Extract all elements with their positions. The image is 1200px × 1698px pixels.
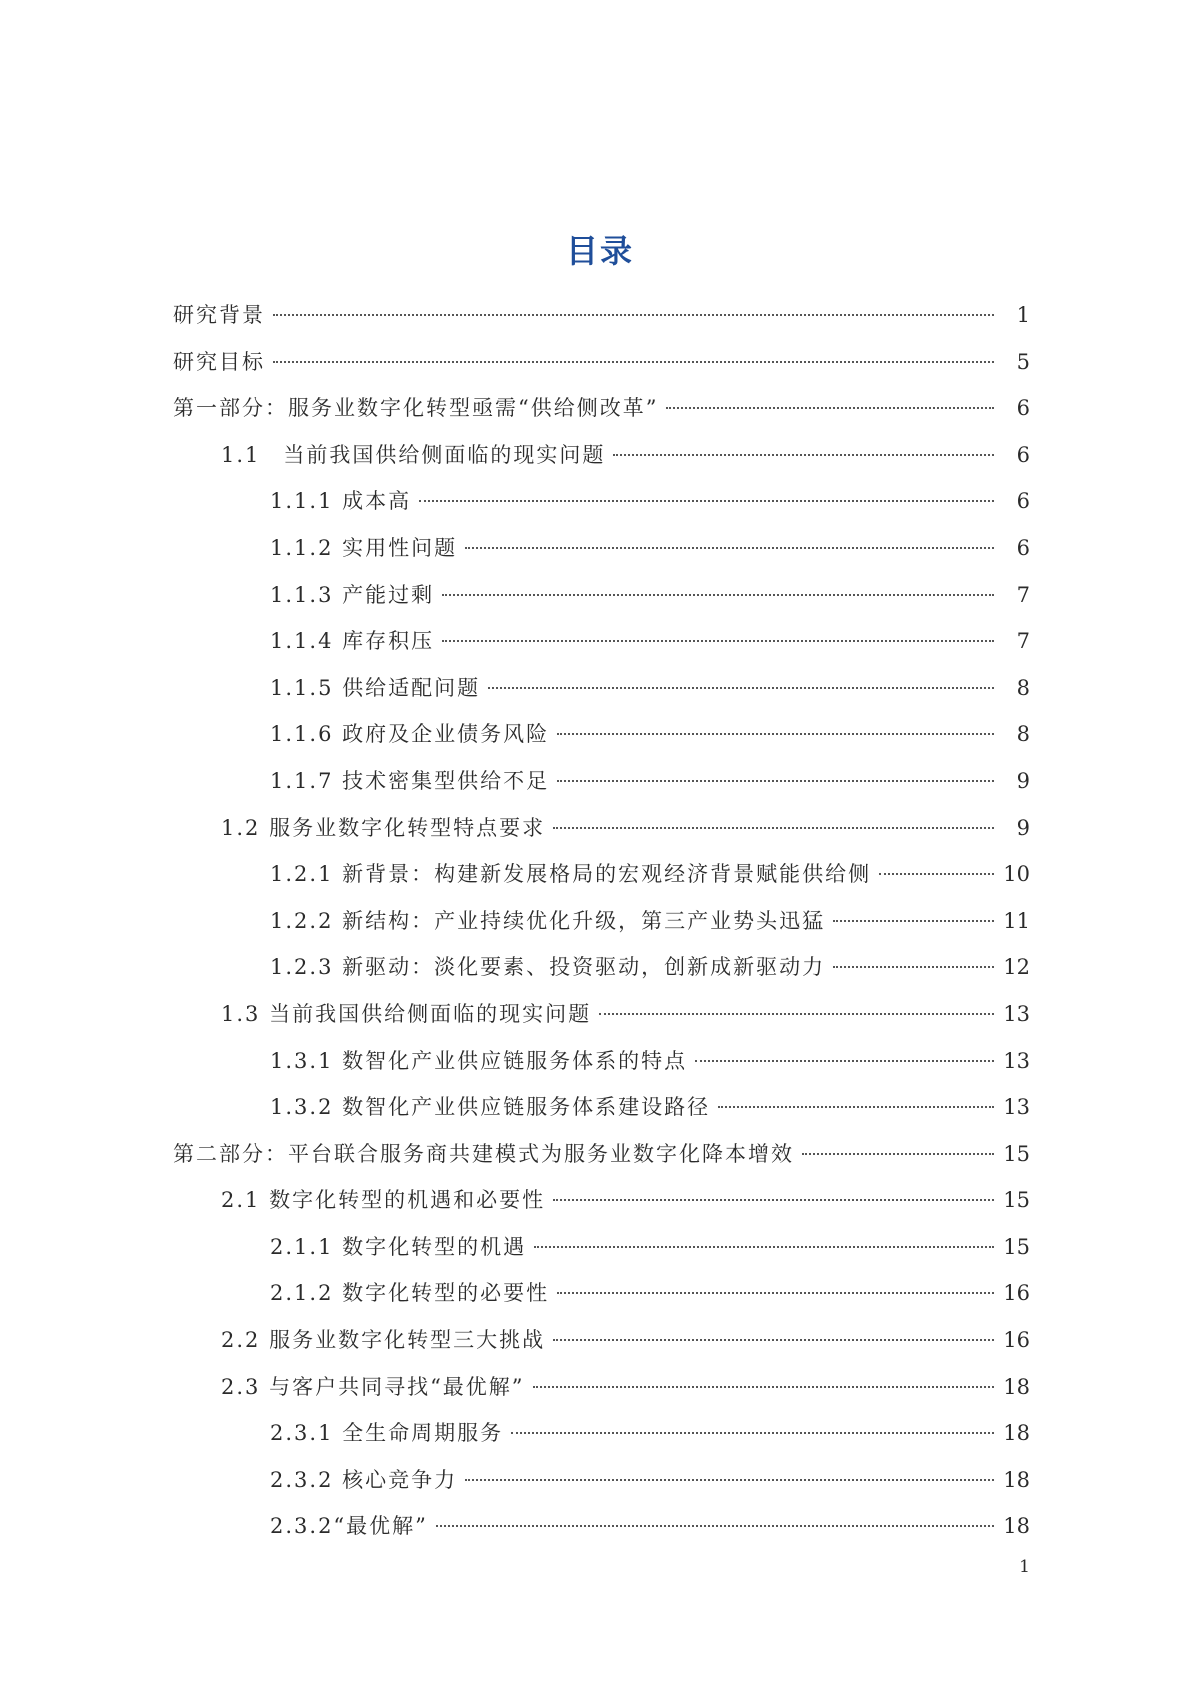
toc-entry[interactable] [173, 898, 1030, 945]
toc-dot-leader [533, 1386, 994, 1388]
toc-dot-leader [273, 361, 994, 363]
toc-entry-page: 9 [1016, 815, 1030, 840]
toc-entry[interactable] [173, 385, 1030, 432]
toc-entry-title: 1.3 当前我国供给侧面临的现实问题 [221, 1001, 592, 1026]
toc-entry[interactable] [173, 711, 1030, 758]
toc-entry-title: 第一部分：服务业数字化转型亟需“供给侧改革” [173, 396, 659, 421]
toc-entry-page: 7 [1016, 582, 1030, 607]
toc-dot-leader [553, 1339, 994, 1341]
toc-entry-title: 1.1.2 实用性问题 [270, 535, 458, 560]
toc-entry-page: 9 [1016, 768, 1030, 793]
toc-entry[interactable] [173, 572, 1030, 619]
toc-entry[interactable] [173, 758, 1030, 805]
toc-entry-title: 1.1 当前我国供给侧面临的现实问题 [221, 442, 606, 467]
toc-entry[interactable] [173, 1317, 1030, 1364]
toc-entry-title: 2.3.1 全生命周期服务 [270, 1421, 504, 1446]
toc-dot-leader [553, 827, 994, 829]
toc-entry[interactable] [173, 1131, 1030, 1178]
toc-dot-leader [553, 1199, 994, 1201]
toc-entry-title: 2.3.2 核心竞争力 [270, 1467, 458, 1492]
toc-entry-page: 13 [1003, 1048, 1030, 1073]
toc-entry-title: 2.1.2 数字化转型的必要性 [270, 1281, 550, 1306]
toc-entry[interactable] [173, 1177, 1030, 1224]
toc-entry-title: 2.1 数字化转型的机遇和必要性 [221, 1188, 546, 1213]
toc-entry-page: 10 [1003, 862, 1030, 887]
toc-entry[interactable] [173, 1364, 1030, 1411]
toc-dot-leader [695, 1060, 994, 1062]
toc-dot-leader [465, 547, 994, 549]
toc-dot-leader [436, 1525, 994, 1527]
toc-entry-title: 1.1.7 技术密集型供给不足 [270, 768, 550, 793]
toc-dot-leader [442, 640, 994, 642]
toc-dot-leader [666, 407, 994, 409]
toc-entry[interactable] [173, 1503, 1030, 1550]
toc-entry-page: 12 [1003, 955, 1030, 980]
toc-dot-leader [488, 687, 994, 689]
toc-entry[interactable] [173, 851, 1030, 898]
toc-entry-page: 15 [1003, 1234, 1030, 1259]
toc-entry-title: 1.1.1 成本高 [270, 489, 412, 514]
toc-entry-page: 15 [1003, 1141, 1030, 1166]
toc-entry-title: 2.3.2“最优解” [270, 1514, 428, 1539]
toc-entry-title: 2.2 服务业数字化转型三大挑战 [221, 1328, 546, 1353]
toc-entry-page: 6 [1016, 396, 1030, 421]
toc-entry[interactable] [173, 1038, 1030, 1085]
toc-entry[interactable] [173, 339, 1030, 386]
toc-entry[interactable] [173, 1270, 1030, 1317]
toc-entry-page: 13 [1003, 1001, 1030, 1026]
toc-entry-page: 18 [1003, 1421, 1030, 1446]
toc-dot-leader [613, 454, 994, 456]
toc-dot-leader [557, 1292, 994, 1294]
toc-entry-page: 11 [1003, 908, 1030, 933]
toc-entry-page: 6 [1016, 442, 1030, 467]
toc-entry[interactable] [173, 432, 1030, 479]
toc-entry[interactable] [173, 1410, 1030, 1457]
toc-entry-page: 16 [1003, 1281, 1030, 1306]
toc-entry-title: 2.3 与客户共同寻找“最优解” [221, 1374, 525, 1399]
toc-entry-page: 18 [1003, 1467, 1030, 1492]
toc-entry-title: 2.1.1 数字化转型的机遇 [270, 1234, 527, 1259]
toc-dot-leader [534, 1246, 994, 1248]
toc-dot-leader [465, 1479, 994, 1481]
toc-entry-page: 16 [1003, 1328, 1030, 1353]
toc-dot-leader [802, 1153, 994, 1155]
toc-entry[interactable] [173, 292, 1030, 339]
toc-entry[interactable] [173, 478, 1030, 525]
toc-dot-leader [833, 920, 994, 922]
toc-entry-title: 1.3.1 数智化产业供应链服务体系的特点 [270, 1048, 688, 1073]
table-of-contents [173, 292, 1030, 1550]
toc-dot-leader [557, 733, 994, 735]
toc-entry-page: 18 [1003, 1514, 1030, 1539]
toc-entry-title: 1.3.2 数智化产业供应链服务体系建设路径 [270, 1095, 711, 1120]
toc-entry-title: 1.1.3 产能过剩 [270, 582, 435, 607]
toc-entry-page: 13 [1003, 1095, 1030, 1120]
toc-entry-title: 1.1.5 供给适配问题 [270, 675, 481, 700]
toc-entry-title: 1.2.1 新背景：构建新发展格局的宏观经济背景赋能供给侧 [270, 862, 872, 887]
toc-entry[interactable] [173, 525, 1030, 572]
page-number: 1 [1019, 1557, 1030, 1577]
toc-dot-leader [879, 873, 994, 875]
toc-entry-title: 研究背景 [173, 303, 265, 327]
toc-entry-title: 第二部分：平台联合服务商共建模式为服务业数字化降本增效 [173, 1141, 794, 1166]
toc-entry-page: 6 [1016, 489, 1030, 514]
toc-entry-title: 1.1.4 库存积压 [270, 629, 435, 654]
toc-entry-page: 8 [1016, 675, 1030, 700]
toc-entry-title: 1.2 服务业数字化转型特点要求 [221, 815, 546, 840]
toc-dot-leader [833, 966, 994, 968]
toc-dot-leader [718, 1106, 994, 1108]
toc-entry-page: 5 [1016, 349, 1030, 374]
toc-entry-title: 1.1.6 政府及企业债务风险 [270, 722, 550, 747]
toc-entry[interactable] [173, 618, 1030, 665]
toc-dot-leader [511, 1432, 994, 1434]
toc-entry[interactable] [173, 944, 1030, 991]
toc-entry[interactable] [173, 805, 1030, 852]
toc-entry-page: 15 [1003, 1188, 1030, 1213]
toc-entry-title: 研究目标 [173, 349, 265, 374]
toc-entry-page: 6 [1016, 535, 1030, 560]
toc-entry[interactable] [173, 991, 1030, 1038]
toc-entry[interactable] [173, 1224, 1030, 1271]
toc-dot-leader [273, 314, 994, 316]
toc-entry[interactable] [173, 1457, 1030, 1504]
toc-dot-leader [442, 594, 994, 596]
toc-entry-page: 7 [1016, 629, 1030, 654]
toc-entry-title: 1.2.2 新结构：产业持续优化升级，第三产业势头迅猛 [270, 908, 826, 933]
toc-entry[interactable] [173, 665, 1030, 712]
toc-dot-leader [557, 780, 994, 782]
toc-entry[interactable] [173, 1084, 1030, 1131]
toc-dot-leader [419, 500, 994, 502]
toc-entry-page: 18 [1003, 1374, 1030, 1399]
toc-dot-leader [599, 1013, 994, 1015]
toc-entry-title: 1.2.3 新驱动：淡化要素、投资驱动，创新成新驱动力 [270, 955, 826, 980]
toc-entry-page: 1 [1016, 303, 1030, 327]
toc-entry-page: 8 [1016, 722, 1030, 747]
page-title: 目录 [565, 232, 634, 270]
